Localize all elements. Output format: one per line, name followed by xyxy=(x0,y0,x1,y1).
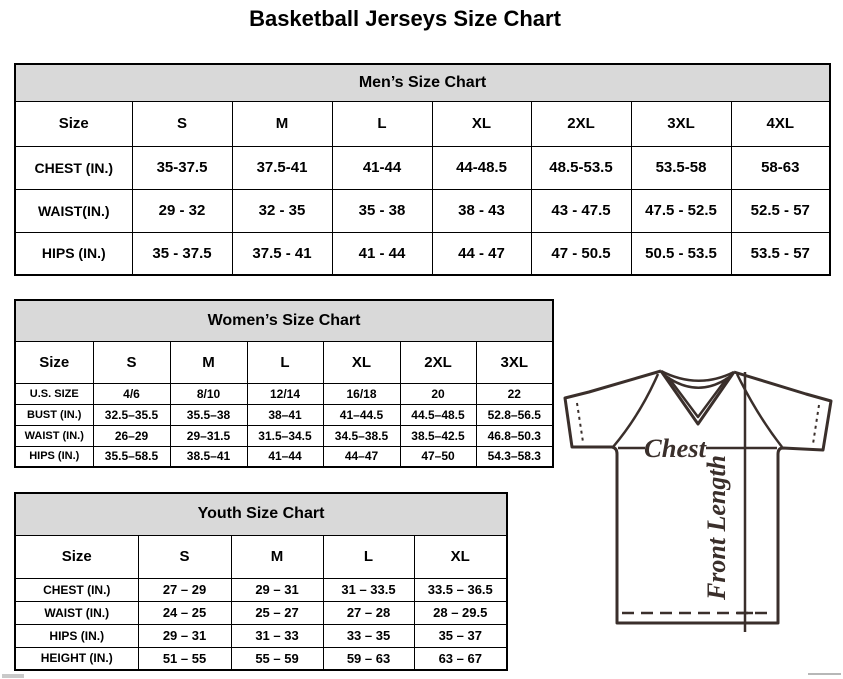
table-cell: 28 – 29.5 xyxy=(414,601,507,624)
row-label: HIPS (IN.) xyxy=(15,232,132,275)
column-header: 3XL xyxy=(631,101,731,146)
table-cell: 32.5–35.5 xyxy=(93,404,170,425)
table-cell: 35 - 37.5 xyxy=(132,232,232,275)
table-cell: 44 - 47 xyxy=(432,232,531,275)
table-cell: 63 – 67 xyxy=(414,647,507,670)
jersey-measurement-diagram xyxy=(555,360,843,650)
table-cell: 44-48.5 xyxy=(432,146,531,189)
table-title: Men’s Size Chart xyxy=(15,64,830,101)
table-cell: 29 – 31 xyxy=(231,578,323,601)
table-cell: 38.5–42.5 xyxy=(400,425,476,446)
row-label: CHEST (IN.) xyxy=(15,146,132,189)
column-header: 2XL xyxy=(531,101,631,146)
column-header: M xyxy=(170,341,247,383)
table-cell: 54.3–58.3 xyxy=(476,446,553,467)
table-cell: 27 – 29 xyxy=(138,578,231,601)
column-header: XL xyxy=(323,341,400,383)
row-label: BUST (IN.) xyxy=(15,404,93,425)
sleeve-dash-right xyxy=(813,405,819,444)
column-header: 2XL xyxy=(400,341,476,383)
womens-size-chart-table xyxy=(14,299,554,468)
table-cell: 32 - 35 xyxy=(232,189,332,232)
table-cell: 24 – 25 xyxy=(138,601,231,624)
table-cell: 27 – 28 xyxy=(323,601,414,624)
jersey-diagram-svg xyxy=(555,360,843,650)
column-header: M xyxy=(231,535,323,578)
table-cell: 47 - 50.5 xyxy=(531,232,631,275)
youth-size-chart-table xyxy=(14,492,508,671)
column-header: S xyxy=(138,535,231,578)
column-header: L xyxy=(323,535,414,578)
table-cell: 59 – 63 xyxy=(323,647,414,670)
table-cell: 31.5–34.5 xyxy=(247,425,323,446)
row-label: WAIST (IN.) xyxy=(15,425,93,446)
table-cell: 51 – 55 xyxy=(138,647,231,670)
table-cell: 33.5 – 36.5 xyxy=(414,578,507,601)
table-cell: 41-44 xyxy=(332,146,432,189)
table-cell: 8/10 xyxy=(170,383,247,404)
table-cell: 44–47 xyxy=(323,446,400,467)
table-cell: 55 – 59 xyxy=(231,647,323,670)
mens-size-chart-table xyxy=(14,63,831,276)
column-header: L xyxy=(247,341,323,383)
table-cell: 58-63 xyxy=(731,146,830,189)
scrollbar-fragment-left xyxy=(2,674,24,678)
table-cell: 4/6 xyxy=(93,383,170,404)
table-cell: 29 - 32 xyxy=(132,189,232,232)
row-label: WAIST (IN.) xyxy=(15,601,138,624)
table-cell: 35-37.5 xyxy=(132,146,232,189)
table-cell: 38 - 43 xyxy=(432,189,531,232)
table-cell: 22 xyxy=(476,383,553,404)
column-header: Size xyxy=(15,341,93,383)
table-cell: 43 - 47.5 xyxy=(531,189,631,232)
chest-label: Chest xyxy=(644,434,707,463)
table-cell: 31 – 33 xyxy=(231,624,323,647)
table-cell: 47–50 xyxy=(400,446,476,467)
table-cell: 35.5–58.5 xyxy=(93,446,170,467)
row-label: CHEST (IN.) xyxy=(15,578,138,601)
table-cell: 48.5-53.5 xyxy=(531,146,631,189)
column-header: 3XL xyxy=(476,341,553,383)
table-cell: 37.5 - 41 xyxy=(232,232,332,275)
table-cell: 33 – 35 xyxy=(323,624,414,647)
table-cell: 38.5–41 xyxy=(170,446,247,467)
table-cell: 52.8–56.5 xyxy=(476,404,553,425)
column-header: XL xyxy=(414,535,507,578)
table-cell: 53.5-58 xyxy=(631,146,731,189)
table-cell: 35 - 38 xyxy=(332,189,432,232)
table-cell: 41 - 44 xyxy=(332,232,432,275)
table-cell: 47.5 - 52.5 xyxy=(631,189,731,232)
table-cell: 12/14 xyxy=(247,383,323,404)
table-cell: 37.5-41 xyxy=(232,146,332,189)
table-cell: 35 – 37 xyxy=(414,624,507,647)
table-cell: 31 – 33.5 xyxy=(323,578,414,601)
row-label: HEIGHT (IN.) xyxy=(15,647,138,670)
column-header: XL xyxy=(432,101,531,146)
table-cell: 20 xyxy=(400,383,476,404)
table-cell: 29–31.5 xyxy=(170,425,247,446)
sleeve-dash-left xyxy=(577,403,583,442)
front-length-label: Front Length xyxy=(702,454,731,600)
page-title: Basketball Jerseys Size Chart xyxy=(249,6,561,31)
table-title: Women’s Size Chart xyxy=(15,300,553,341)
column-header: Size xyxy=(15,101,132,146)
table-cell: 44.5–48.5 xyxy=(400,404,476,425)
table-title: Youth Size Chart xyxy=(15,493,507,535)
table-cell: 35.5–38 xyxy=(170,404,247,425)
table-cell: 41–44.5 xyxy=(323,404,400,425)
table-cell: 41–44 xyxy=(247,446,323,467)
table-cell: 38–41 xyxy=(247,404,323,425)
row-label: HIPS (IN.) xyxy=(15,624,138,647)
table-cell: 16/18 xyxy=(323,383,400,404)
row-label: WAIST(IN.) xyxy=(15,189,132,232)
table-cell: 52.5 - 57 xyxy=(731,189,830,232)
table-cell: 26–29 xyxy=(93,425,170,446)
column-header: S xyxy=(132,101,232,146)
scrollbar-fragment-right xyxy=(808,673,841,675)
column-header: Size xyxy=(15,535,138,578)
row-label: HIPS (IN.) xyxy=(15,446,93,467)
table-cell: 29 – 31 xyxy=(138,624,231,647)
table-cell: 50.5 - 53.5 xyxy=(631,232,731,275)
row-label: U.S. SIZE xyxy=(15,383,93,404)
table-cell: 34.5–38.5 xyxy=(323,425,400,446)
table-cell: 46.8–50.3 xyxy=(476,425,553,446)
column-header: M xyxy=(232,101,332,146)
column-header: L xyxy=(332,101,432,146)
table-cell: 53.5 - 57 xyxy=(731,232,830,275)
table-cell: 25 – 27 xyxy=(231,601,323,624)
jersey-outline xyxy=(565,371,831,623)
column-header: 4XL xyxy=(731,101,830,146)
column-header: S xyxy=(93,341,170,383)
